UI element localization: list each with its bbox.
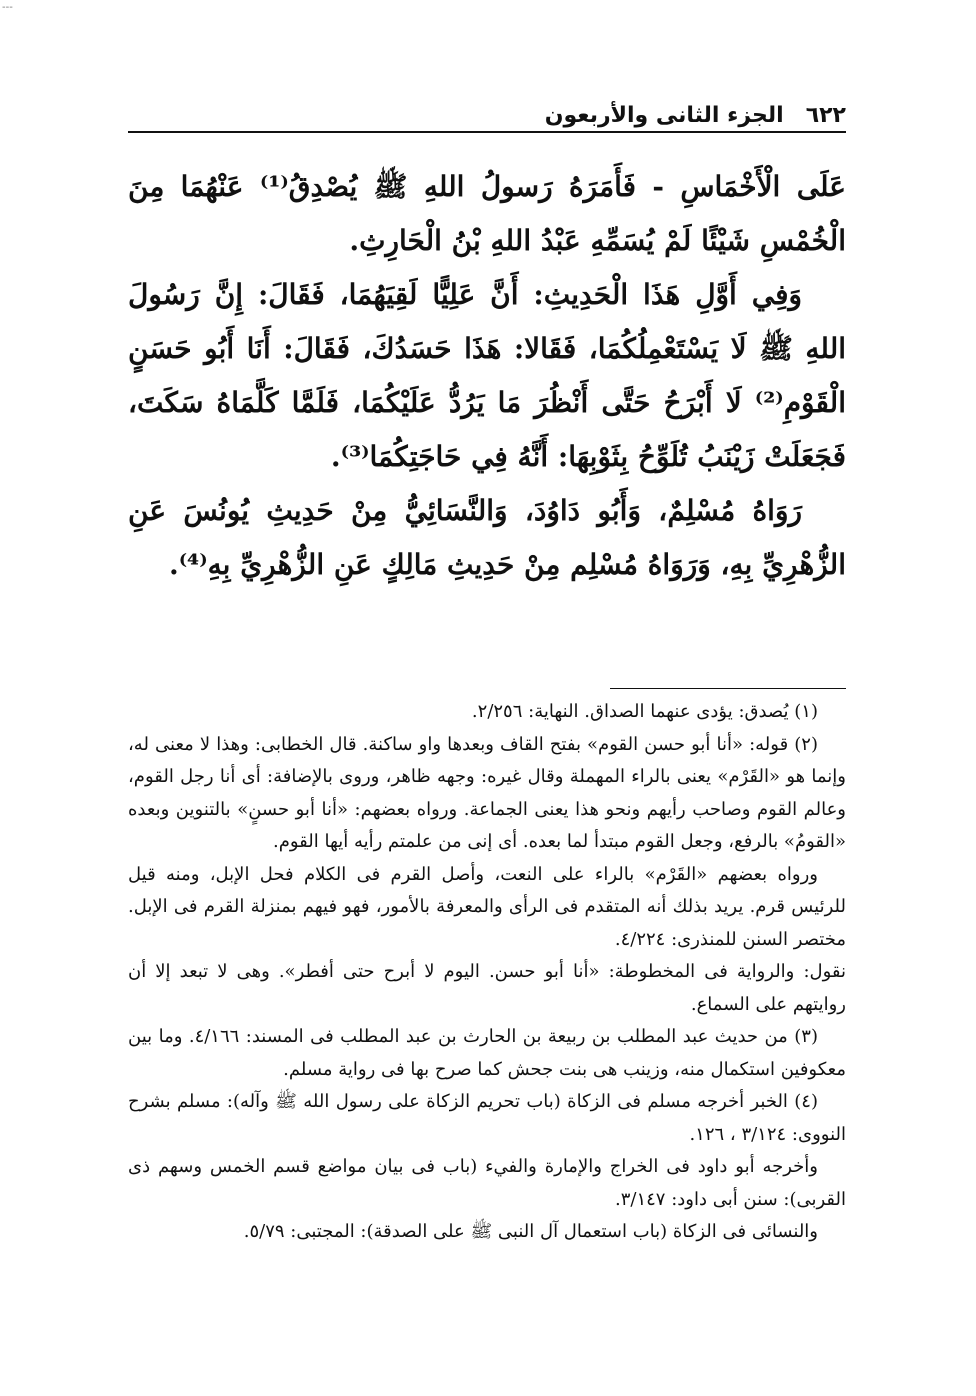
- footnote-4-abu-dawud: وأخرجه أبو داود فى الخراج والإمارة والفيء (باب فى بيان مواضع قسم الخمس وسهم ذى القربى): سنن أبى داود: ٣/١٤٧.: [128, 1156, 846, 1210]
- footnotes: [128, 696, 846, 1249]
- running-title: الجزء الثانى والأربعون: [544, 103, 784, 128]
- body-paragraph: عَلَى الْأَخْمَاسِ - فَأَمَرَهُ رَسولُ اللهِ ﷺ يُصْدِقُ⁽¹⁾ عَنْهُمَا مِنَ الْخُمْسِ شَيْئًا لَمْ يُسَمِّهِ عَبْدُ اللهِ بْنُ الْحَارِثِ.: [128, 170, 847, 257]
- footnote-2: (٢) قوله: «أنا أبو حسن القوم» بفتح القاف وبعدها واو ساكنة. قال الخطابى: وهذا لا معنى له، وإنما هو «القَرْم» يعنى بالراء المهملة وقال غيره: وجهه ظاهر، وروى بالإضافة: أى أنا رجل القوم، وعالم القوم وصاحب رأيهم ونحو هذا يعنى الجماعة. ورواه بعضهم: «أنا أبو حسنٍ» بالتنوين وبعده «القومُ» بالرفع، وجعل القوم مبتدأ لما بعده. أى إنى من علمتم رأيه أيها القوم.: [128, 733, 846, 852]
- footnote-4: (٤) الخبر أخرجه مسلم فى الزكاة (باب تحريم الزكاة على رسول الله ﷺ وآله): مسلم بشرح النووى: ٣/١٢٤ ، ١٢٦.: [128, 1091, 846, 1145]
- page-header: [128, 92, 846, 128]
- footnote-2-continued: ورواه بعضهم «القَرْم» بالراء على النعت، وأصل القرم فى الكلام فحل الإبل، ومنه قيل للرئيس قرم. يريد بذلك أنه المتقدم فى الرأى والمعرفة بالأمور، فهو فيهم بمنزلة القرم فى الإبل. مختصر السنن للمنذرى: ٤/٢٢٤.: [128, 863, 846, 950]
- footnote-3: (٣) من حديث عبد المطلب بن ربيعة بن الحارث بن عبد المطلب فى المسند: ٤/١٦٦. وما بين معكوفين استكمال منه، وزينب هى بنت جحش كما صرح بها فى رواية مسلم.: [128, 1026, 846, 1080]
- body-paragraph: وَفِي أَوَّلِ هَذَا الْحَدِيثِ: أَنَّ عَلِيًّا لَقِيَهُمَا، فَقَالَ: إِنَّ رَسُولَ اللهِ ﷺ لَا يَسْتَعْمِلُكُمَا، فَقَالا: هَذَا حَسَدُكَ، فَقَالَ: أَنَا أَبُو حَسَنٍ الْقَوْمِ⁽²⁾ لَا أَبْرَحُ حَتَّى أَنْظُرَ مَا يَرُدُّ عَلَيْكُمَا، فَلَمَّا كَلَّمَاهُ سَكَتَ، فَجَعَلَتْ زَيْنَبُ تُلَوِّحُ بِثَوْبِهَا: أَنَّهُ فِي حَاجَتِكُمَا⁽³⁾.: [128, 278, 846, 473]
- header-rule: [128, 131, 846, 133]
- footnote-4-nasai: والنسائى فى الزكاة (باب استعمال آل النبى ﷺ على الصدقة): المجتبى: ٥/٧٩.: [243, 1221, 818, 1242]
- footnote-1: (١) يُصدق: يؤدى عنهما الصداق. النهاية: ٢/٢٥٦.: [471, 701, 818, 722]
- page-number: ٦٢٢: [805, 103, 846, 128]
- footnote-2-note: نقول: والرواية فى المخطوطة: «أنا أبو حسن. اليوم لا أبرح حتى أفطر». وهى لا تبعد إلا أن روايتهم على السماع.: [128, 961, 846, 1015]
- main-text: [128, 160, 846, 592]
- scan-corner-mark: ---: [2, 2, 13, 13]
- footnote-separator: [610, 688, 846, 689]
- body-paragraph: رَوَاهُ مُسْلِمٌ، وَأَبُو دَاوُدَ، وَالنَّسَائِيُّ مِنْ حَدِيثِ يُونُسَ عَنِ الزُّهْرِيِّ بِهِ، وَرَوَاهُ مُسْلِم مِنْ حَدِيثِ مَالِكٍ عَنِ الزُّهْرِيِّ بِهِ⁽⁴⁾.: [128, 494, 846, 581]
